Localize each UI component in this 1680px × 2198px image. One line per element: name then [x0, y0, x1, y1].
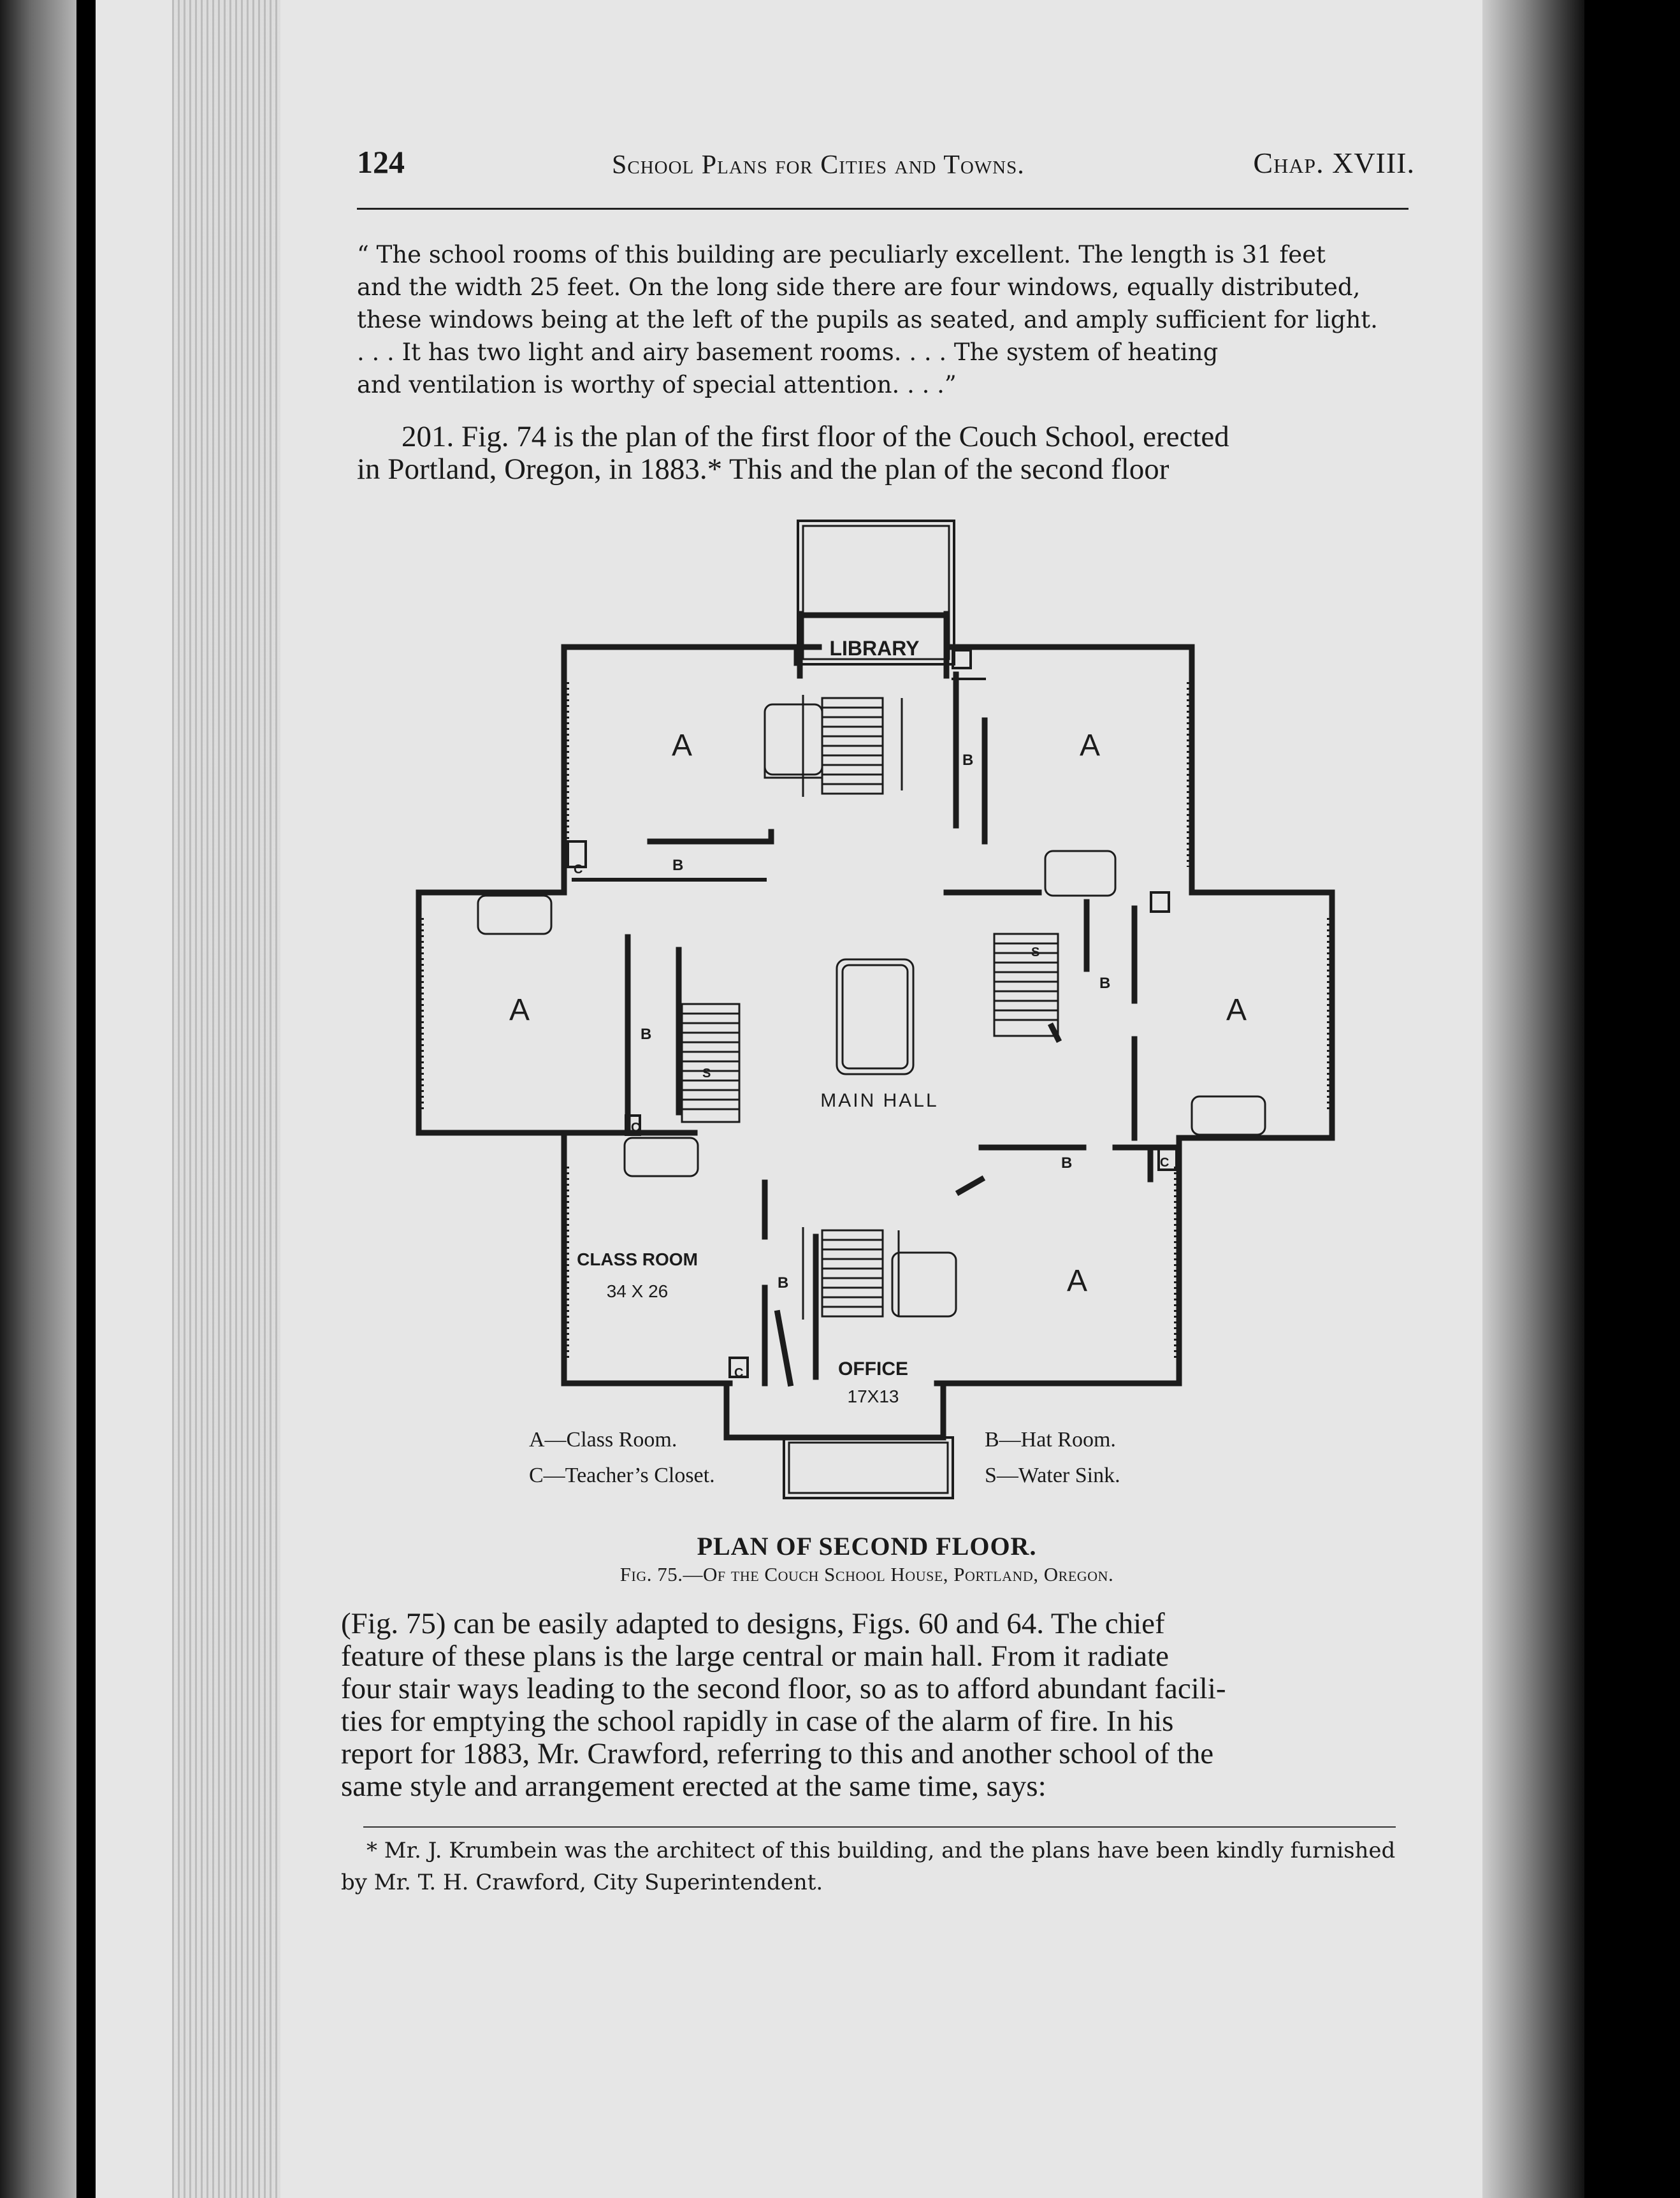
label-s: S	[1031, 945, 1040, 959]
label-office: OFFICE	[838, 1358, 908, 1379]
label-s: S	[702, 1066, 711, 1081]
label-c: C	[1160, 1156, 1169, 1170]
quote-line: . . . It has two light and airy basement rooms. . . . The system of heating	[357, 338, 1219, 366]
quote-line: and the width 25 feet. On the long side there are four windows, equally distributed,	[357, 273, 1361, 301]
label-b: B	[672, 857, 684, 874]
label-room-a: A	[671, 729, 693, 762]
quote-line: “ The school rooms of this building are peculiarly excellent. The length is 31 feet	[357, 241, 1326, 268]
main-hall-table	[837, 959, 913, 1074]
paragraph-line: 201. Fig. 74 is the plan of the first floor of the Couch School, erected	[402, 420, 1229, 453]
legend-class-room: A—Class Room.	[529, 1428, 677, 1452]
body-line: four stair ways leading to the second floor, so as to afford abundant facili-	[341, 1672, 1226, 1705]
body-line: same style and arrangement erected at the same time, says:	[341, 1770, 1046, 1803]
label-b: B	[1099, 975, 1111, 992]
label-room-a: A	[1079, 729, 1101, 762]
label-b: B	[641, 1026, 652, 1043]
paragraph-line: in Portland, Oregon, in 1883.* This and the plan of the second floor	[357, 453, 1169, 486]
label-c: C	[574, 862, 583, 877]
label-class-room: CLASS ROOM	[577, 1249, 698, 1269]
label-c: C	[631, 1121, 641, 1135]
body-line: (Fig. 75) can be easily adapted to designs, Figs. 60 and 64. The chief	[341, 1607, 1165, 1640]
platforms	[478, 704, 1265, 1316]
plan-title: PLAN OF SECOND FLOOR.	[697, 1532, 1037, 1561]
wall-right	[1179, 892, 1332, 1138]
running-title: School Plans for Cities and Towns.	[612, 150, 1025, 180]
label-main-hall: MAIN HALL	[820, 1090, 939, 1111]
header-rule	[357, 208, 1408, 210]
body-line: ties for emptying the school rapidly in case of the alarm of fire. In his	[341, 1705, 1174, 1738]
legend-hat-room: B—Hat Room.	[985, 1428, 1116, 1452]
entrance-porch	[784, 1437, 953, 1498]
running-head	[357, 143, 1415, 188]
footnote	[341, 1835, 1405, 1898]
label-c: C	[734, 1366, 744, 1380]
quote-block	[357, 238, 1408, 401]
label-class-room-size: 34 X 26	[606, 1281, 669, 1301]
paragraph-201	[357, 421, 1408, 486]
office-walls	[727, 1383, 943, 1437]
body-line: feature of these plans is the large central or main hall. From it radiate	[341, 1640, 1169, 1673]
floor-plan	[382, 510, 1402, 1530]
label-room-a: A	[509, 993, 530, 1027]
body-line: report for 1883, Mr. Crawford, referring to this and another school of the	[341, 1737, 1214, 1770]
book-gutter-shadow	[0, 0, 76, 2198]
label-b: B	[1061, 1154, 1073, 1172]
label-b: B	[962, 752, 974, 769]
wall-top-left	[564, 647, 819, 892]
page-number: 124	[357, 144, 405, 180]
right-page-edge	[1482, 0, 1584, 2198]
footnote-rule	[363, 1826, 1396, 1828]
label-room-a: A	[1226, 993, 1247, 1027]
footnote-line: * Mr. J. Krumbein was the architect of this building, and the plans have been kindly furnished	[366, 1838, 1396, 1863]
body-paragraph	[341, 1608, 1405, 1803]
label-office-size: 17X13	[847, 1386, 899, 1406]
figure-caption: Fig. 75.—Of the Couch School House, Portland, Oregon.	[619, 1563, 1114, 1585]
label-room-a: A	[1066, 1264, 1088, 1298]
wall-bottom-right	[937, 1138, 1179, 1383]
footnote-line: by Mr. T. H. Crawford, City Superintendent.	[341, 1870, 823, 1895]
label-library: LIBRARY	[829, 637, 920, 660]
page-edge-lines	[172, 0, 280, 2198]
legend-water-sink: S—Water Sink.	[985, 1464, 1120, 1487]
label-b: B	[778, 1274, 789, 1292]
quote-line: these windows being at the left of the pupils as seated, and amply sufficient for light.	[357, 306, 1378, 333]
quote-line: and ventilation is worthy of special attention. . . .”	[357, 371, 957, 398]
chapter-label: Chap. XVIII.	[1253, 147, 1415, 179]
stairs	[682, 695, 1058, 1320]
legend-teachers-closet: C—Teacher’s Closet.	[529, 1464, 715, 1487]
